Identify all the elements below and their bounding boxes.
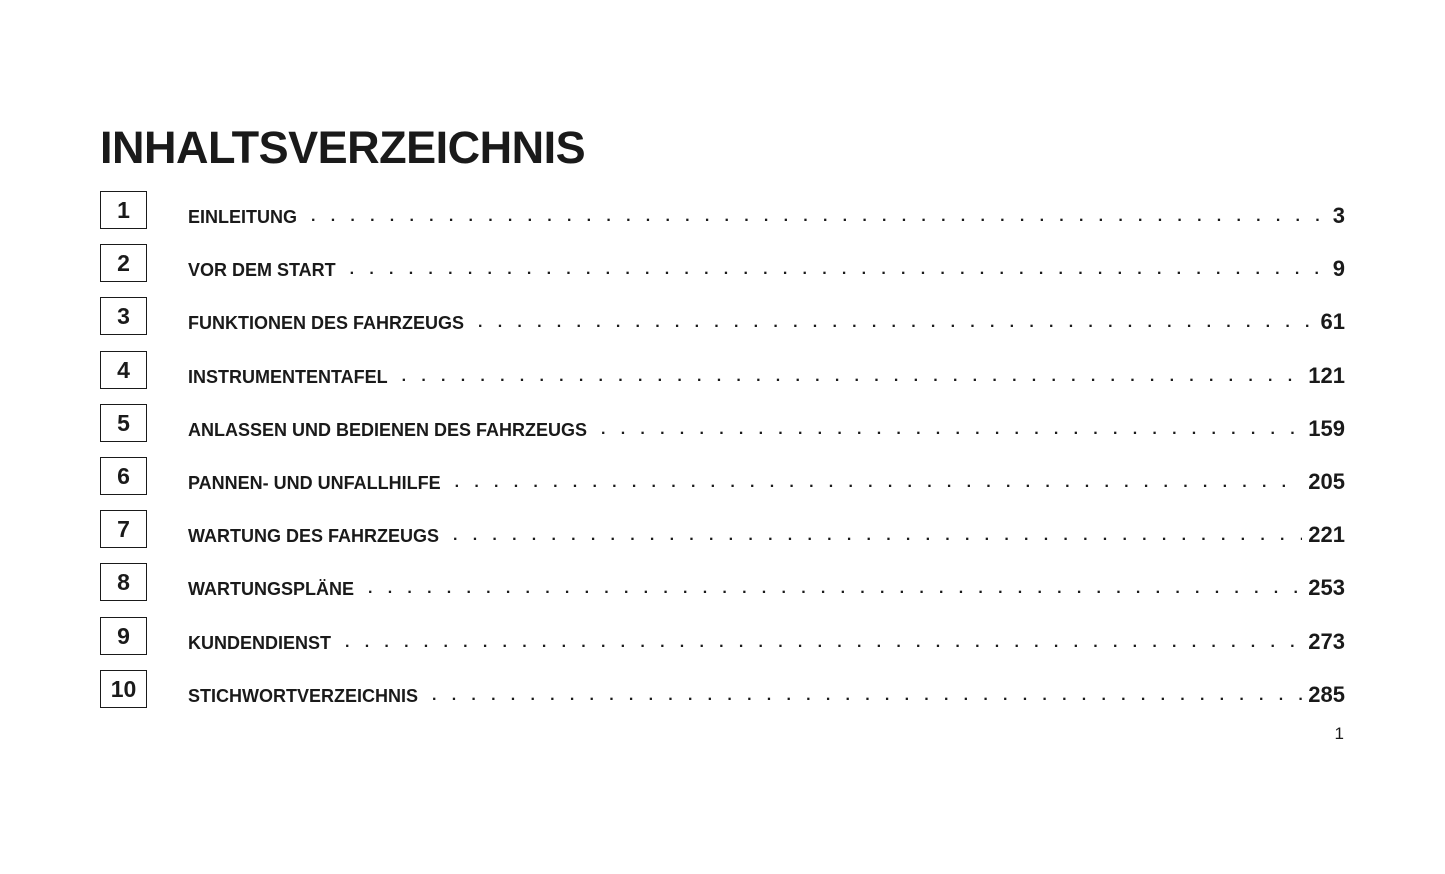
dot-leader <box>350 259 1327 282</box>
dot-leader <box>402 366 1303 389</box>
chapter-number-box: 7 <box>100 510 147 548</box>
chapter-number-box: 4 <box>100 351 147 389</box>
chapter-number-box: 2 <box>100 244 147 282</box>
toc-entry-line <box>188 625 1345 655</box>
dot-leader <box>601 419 1302 442</box>
dot-leader <box>478 312 1315 335</box>
toc-entry-page: 273 <box>1308 628 1345 654</box>
dot-leader <box>345 632 1302 655</box>
toc-entry-4[interactable] <box>100 351 1345 404</box>
toc-entry-title: EINLEITUNG <box>188 207 298 227</box>
toc-entry-title: FUNKTIONEN DES FAHRZEUGS <box>188 313 465 334</box>
toc-entry-page: 253 <box>1308 575 1345 601</box>
toc-entry-title: ANLASSEN UND BEDIENEN DES FAHRZEUGS <box>188 419 588 440</box>
toc-entry-2[interactable] <box>100 244 1345 297</box>
toc-entry-line <box>188 465 1345 495</box>
toc-entry-title: PANNEN- UND UNFALLHILFE <box>188 472 441 493</box>
page-title: INHALTSVERZEICHNIS <box>100 122 586 173</box>
toc-entry-title: WARTUNG DES FAHRZEUGS <box>188 526 440 547</box>
chapter-number-box: 10 <box>100 670 147 708</box>
toc-entry-line <box>188 305 1345 335</box>
toc-entry-title: WARTUNGSPLÄNE <box>188 579 354 600</box>
dot-leader <box>311 206 1327 229</box>
page-number: 1 <box>1334 724 1344 743</box>
toc-entry-title: STICHWORTVERZEICHNIS <box>188 685 419 706</box>
toc-entry-10[interactable] <box>100 670 1345 723</box>
toc-entry-8[interactable] <box>100 563 1345 616</box>
toc-entry-6[interactable] <box>100 457 1345 510</box>
toc-entry-title: VOR DEM START <box>188 260 336 281</box>
toc-entry-page: 159 <box>1308 415 1345 441</box>
chapter-number-box: 9 <box>100 617 147 655</box>
toc-entry-line <box>188 678 1345 708</box>
toc-entry-page: 9 <box>1332 256 1345 282</box>
chapter-number-box: 1 <box>100 191 147 229</box>
toc-entry-3[interactable] <box>100 297 1345 350</box>
toc-entry-title: INSTRUMENTENTAFEL <box>188 366 388 387</box>
toc-entry-5[interactable] <box>100 404 1345 457</box>
toc-entry-page: 3 <box>1332 203 1345 228</box>
toc-entry-page: 121 <box>1308 362 1345 388</box>
toc-entry-page: 285 <box>1308 681 1345 707</box>
toc-entry-line <box>188 359 1345 389</box>
toc-entry-title: KUNDENDIENST <box>188 632 332 653</box>
chapter-number-box: 6 <box>100 457 147 495</box>
toc-entry-line <box>188 518 1345 548</box>
toc-entry-page: 61 <box>1320 309 1345 335</box>
toc-entry-9[interactable] <box>100 617 1345 670</box>
toc-entry-line <box>188 571 1345 601</box>
toc-entry-line <box>188 199 1345 229</box>
dot-leader <box>453 525 1302 548</box>
toc-entry-line <box>188 252 1345 282</box>
dot-leader <box>455 472 1303 495</box>
toc-entry-line <box>188 412 1345 442</box>
dot-leader <box>432 685 1302 708</box>
table-of-contents <box>100 191 1345 723</box>
chapter-number-box: 5 <box>100 404 147 442</box>
chapter-number-box: 8 <box>100 563 147 601</box>
toc-entry-page: 205 <box>1308 468 1345 494</box>
toc-entry-7[interactable] <box>100 510 1345 563</box>
toc-entry-page: 221 <box>1308 522 1345 548</box>
chapter-number-box: 3 <box>100 297 147 335</box>
toc-entry-1[interactable] <box>100 191 1345 244</box>
dot-leader <box>368 578 1302 601</box>
